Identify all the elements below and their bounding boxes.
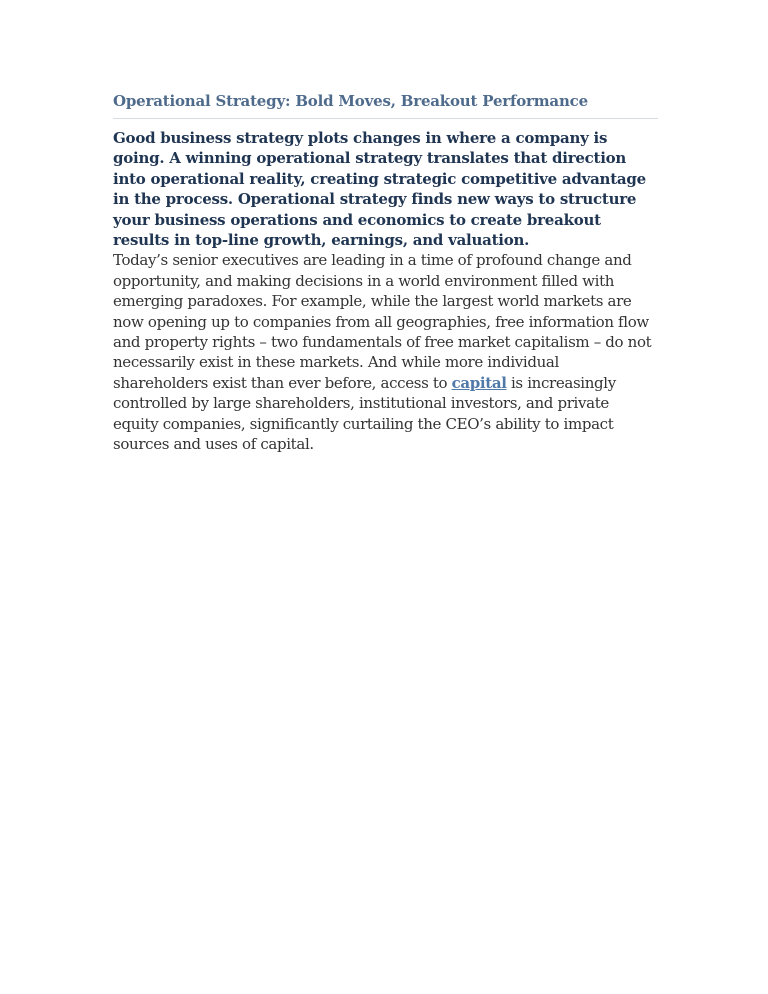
document-page	[113, 90, 658, 455]
title-divider	[113, 118, 658, 119]
lead-paragraph: Good business strategy plots changes in where a company is going. A winning operational strategy translates that direction into operational reality, creating strategic competitive advantage in the process. Operational strategy finds new ways to structure your business operations and economics to create breakout results in top-line growth, earnings, and valuation.	[113, 129, 646, 250]
article-title: Operational Strategy: Bold Moves, Breakout Performance	[113, 92, 588, 110]
body-text-before-link: Today’s senior executives are leading in a time of profound change and opportunity, and making decisions in a world environment filled with emerging paradoxes. For example, while the largest world markets are now opening up to companies from all geographies, free information flow and property rights – two fundamentals of free market capitalism – do not necessarily exist in these markets. And while more individual shareholders exist than ever before, access to	[113, 251, 652, 392]
capital-link[interactable]: capital	[451, 373, 507, 392]
body-text-after-link: is increasingly controlled by large shareholders, institutional investors, and private equity companies, significantly curtailing the CEO’s ability to impact sources and uses of capital.	[113, 373, 616, 454]
body-paragraph	[113, 250, 658, 454]
